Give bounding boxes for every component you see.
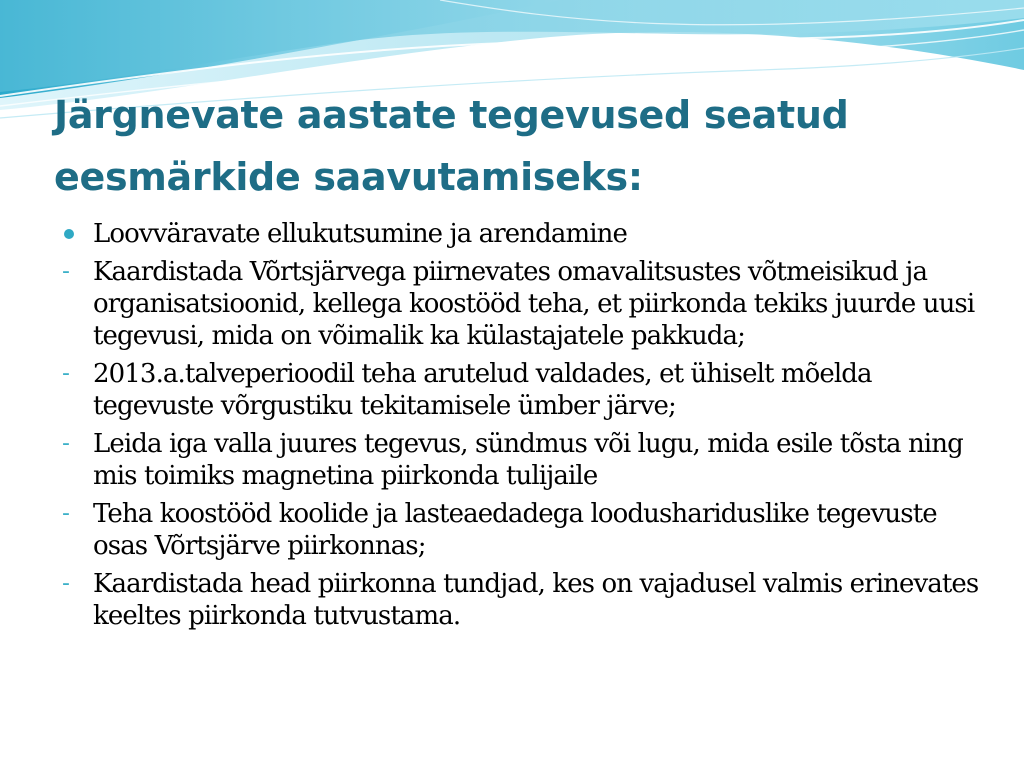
list-item-text: Teha koostööd koolide ja lasteaedadega loodushariduslike tegevuste osas Võrtsjärve piirkonnas; (93, 499, 937, 561)
dash-marker: - (62, 571, 70, 596)
list-item-text: 2013.a.talveperioodil teha arutelud valdades, et ühiselt mõelda tegevuste võrgustiku tekitamisele ümber järve; (93, 359, 872, 421)
dash-marker: - (62, 501, 70, 526)
list-item-text: Kaardistada Võrtsjärvega piirnevates omavalitsustes võtmeisikud ja organisatsioonid, kellega koostööd teha, et piirkonda tekiks juurde uusi tegevusi, mida on võimalik ka külastajatele pakkuda; (93, 257, 975, 351)
dash-marker: - (62, 361, 70, 386)
list-item-text: Leida iga valla juures tegevus, sündmus või lugu, mida esile tõsta ning mis toimiks magnetina piirkonda tulijaile (93, 429, 963, 491)
bullet-dot-icon (64, 229, 74, 239)
list-item (62, 428, 982, 492)
dash-marker: - (62, 431, 70, 456)
list-item-text: Loovväravate ellukutsumine ja arendamine (93, 219, 627, 249)
dash-marker: - (62, 259, 70, 284)
list-item (62, 568, 982, 632)
bullet-list (62, 218, 982, 638)
list-item (62, 358, 982, 422)
slide-title-line: Järgnevate aastate tegevused seatud (54, 93, 849, 137)
list-item (62, 256, 982, 352)
list-item (62, 218, 982, 250)
list-item (62, 498, 982, 562)
slide-title (54, 84, 994, 208)
slide-title-line: eesmärkide saavutamiseks: (54, 155, 643, 199)
list-item-text: Kaardistada head piirkonna tundjad, kes on vajadusel valmis erinevates keeltes piirkonda tutvustama. (93, 569, 979, 631)
